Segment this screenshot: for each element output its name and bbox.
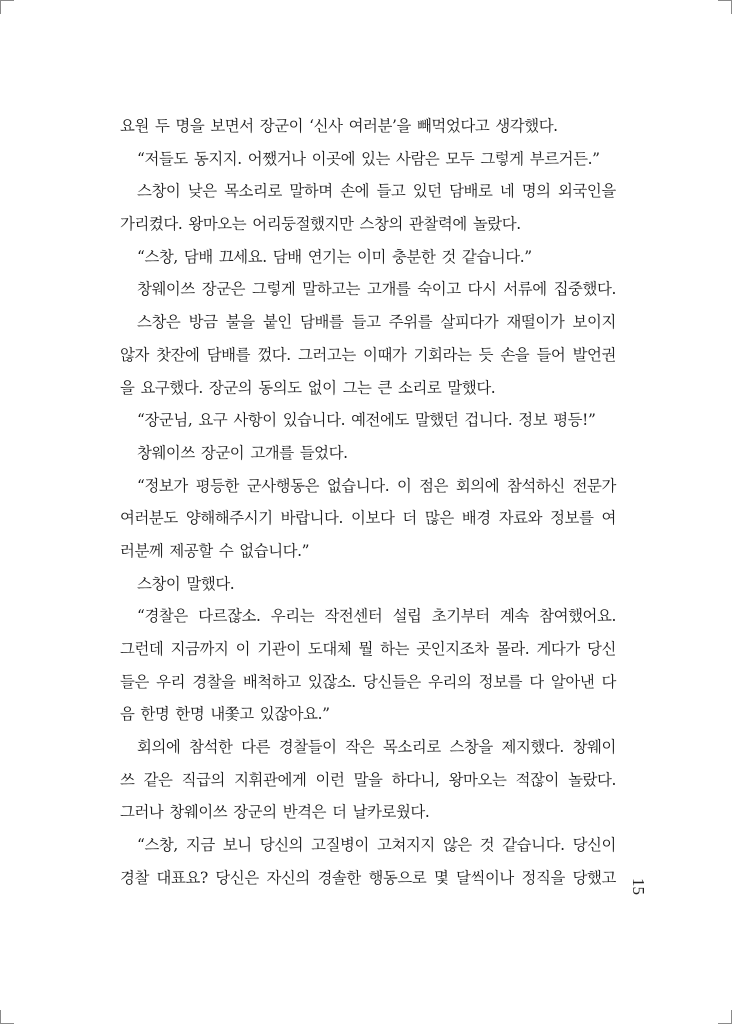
- word: 담배: [272, 247, 302, 266]
- word: 끄세요.: [218, 247, 267, 266]
- word: 쓰: [120, 770, 135, 789]
- word: 수: [218, 541, 234, 560]
- word: 들은: [120, 672, 149, 691]
- word: 장군은: [201, 280, 246, 299]
- word: 부르거든.”: [529, 149, 600, 168]
- word: 껐다.: [257, 345, 291, 364]
- word: 반격은: [282, 803, 327, 822]
- word: 내쫓고: [210, 705, 254, 724]
- word: 것: [479, 836, 495, 855]
- word: 소리로: [398, 378, 442, 397]
- word: “저들도: [137, 149, 188, 168]
- word: 정보: [518, 411, 548, 430]
- word: 빼먹었다고: [416, 117, 490, 135]
- text-line: [120, 306, 616, 339]
- word: “장군님,: [137, 411, 193, 430]
- word: 외국인을: [558, 182, 616, 201]
- word: 계속: [499, 607, 529, 626]
- word: 어리둥절했지만: [252, 215, 354, 234]
- word: 이: [396, 476, 412, 495]
- word: 요원: [120, 117, 149, 135]
- text-line: [120, 110, 616, 143]
- word: 말을: [353, 770, 383, 789]
- word: 불을: [225, 313, 255, 332]
- text-line: [120, 241, 616, 274]
- word: 명을: [175, 117, 205, 135]
- word: 알아낸: [550, 672, 595, 691]
- word: 몇: [433, 868, 449, 887]
- word: 숙이고: [417, 280, 461, 299]
- word: 창웨이쓰: [169, 803, 228, 822]
- word: 동지지.: [193, 149, 242, 168]
- word: 그러고는: [297, 345, 356, 364]
- word: 집중했다.: [553, 280, 616, 299]
- word: 네: [499, 182, 515, 201]
- word: 장군의: [233, 803, 277, 822]
- word: 정보를: [550, 509, 594, 528]
- word: 두: [154, 117, 170, 135]
- word: 담배를: [206, 345, 251, 364]
- word: 우리: [156, 672, 186, 691]
- word: 담배: [183, 247, 213, 266]
- word: 생각했다.: [495, 117, 558, 135]
- word: “스창,: [137, 836, 178, 855]
- word: 자료와: [498, 509, 543, 528]
- word: 이미: [357, 247, 387, 266]
- word: 발언권: [572, 345, 616, 364]
- word: 제공할: [169, 541, 213, 560]
- word: 더: [402, 509, 417, 528]
- word: 있습니다.: [282, 411, 346, 430]
- word: 고질병이: [311, 836, 369, 855]
- text-line: [120, 633, 616, 666]
- text-line: [120, 502, 616, 535]
- word: 하다니,: [391, 770, 440, 789]
- text-line: [120, 372, 616, 405]
- word: 지휘관에게: [234, 770, 307, 789]
- crop-mark-top-left-v: [0, 0, 1, 14]
- word: 양해해주시기: [185, 509, 273, 528]
- word: 없습니다.”: [239, 541, 310, 560]
- word: 놀랐다.: [568, 770, 616, 789]
- word: 목소리로: [382, 738, 441, 757]
- word: 경찰: [120, 868, 149, 887]
- word: 한명: [175, 705, 205, 724]
- word: 큰: [377, 378, 392, 397]
- text-line: [120, 731, 616, 764]
- word: 기관이: [257, 640, 301, 658]
- word: 당했고: [572, 868, 616, 887]
- word: 을: [120, 378, 135, 397]
- word: 있던: [412, 182, 442, 201]
- word: 살피다가: [440, 313, 499, 332]
- word: 전문가: [572, 476, 616, 495]
- crop-mark-top-right-h: [718, 0, 732, 1]
- word: 겁니다.: [464, 411, 513, 430]
- text-line: [120, 600, 616, 633]
- word: 있잖소.: [307, 672, 356, 691]
- word: 우리는: [270, 607, 315, 626]
- word: 담배로: [449, 182, 493, 201]
- text-line: [120, 437, 616, 470]
- word: 더: [332, 803, 347, 822]
- text-line: [120, 404, 616, 437]
- text-line: [120, 175, 616, 208]
- word: 스창을: [449, 738, 493, 757]
- word: 기회라는: [413, 345, 472, 364]
- word: 초기부터: [431, 607, 490, 626]
- word: 회의에: [137, 738, 181, 757]
- word: 이: [235, 640, 251, 658]
- word: 하는: [380, 640, 410, 658]
- word: 제지했다.: [501, 738, 564, 757]
- word: 놀랐다.: [472, 215, 521, 234]
- word: 여러분도: [120, 509, 178, 528]
- word: 스창의: [359, 215, 403, 234]
- word: 가리켰다.: [120, 215, 183, 234]
- word: 그러나: [120, 803, 164, 822]
- word: 사람은: [396, 149, 440, 168]
- word: 우리의: [428, 672, 472, 691]
- word: 목소리로: [224, 182, 282, 201]
- word: 배경: [461, 509, 491, 528]
- word: 보니: [222, 836, 252, 855]
- word: 참석한: [189, 738, 233, 757]
- word: 고개를: [250, 443, 294, 462]
- text-line: [120, 535, 616, 568]
- word: 이곳에: [311, 149, 356, 168]
- word: 그는: [342, 378, 372, 397]
- word: 요구했다.: [140, 378, 203, 397]
- word: 장군이: [200, 443, 245, 462]
- word: 지금: [185, 836, 215, 855]
- crop-mark-bottom-left-v: [0, 1010, 1, 1024]
- word: 고쳐지지: [376, 836, 435, 855]
- word: 스창이: [137, 574, 181, 593]
- word: 같습니다.”: [461, 247, 532, 266]
- page-body-text: [120, 110, 616, 895]
- word: 같은: [143, 770, 173, 789]
- word: 같습니다.: [502, 836, 565, 855]
- word: 달씩이나: [456, 868, 514, 887]
- word: 참여했어요.: [539, 607, 616, 626]
- word: 자신의: [266, 868, 310, 887]
- word: 경찰들이: [278, 738, 337, 757]
- word: 연기는: [307, 247, 352, 266]
- word: 작은: [345, 738, 375, 757]
- text-line: [120, 862, 616, 895]
- text-line: [120, 829, 616, 862]
- word: 정보를: [478, 672, 523, 691]
- word: 러분께: [120, 541, 164, 560]
- text-line: [120, 698, 616, 731]
- word: 적잖이: [515, 770, 559, 789]
- word: 많은: [424, 509, 454, 528]
- word: 다: [529, 672, 544, 691]
- word: 어쨌거나: [247, 149, 306, 168]
- word: 충분한: [392, 247, 436, 266]
- word: 말하고는: [302, 280, 361, 299]
- word: 지금까지: [170, 640, 229, 658]
- word: 그렇게: [480, 149, 524, 168]
- word: 없이: [307, 378, 337, 397]
- word: 재떨이가: [506, 313, 565, 332]
- word: 사항이: [233, 411, 277, 430]
- word: 말했다.: [447, 378, 496, 397]
- word: 창웨이쓰: [137, 443, 195, 462]
- word: 붙인: [262, 313, 292, 332]
- word: 명의: [521, 182, 551, 201]
- text-line: [120, 143, 616, 176]
- word: 이때가: [363, 345, 407, 364]
- word: 고개를: [367, 280, 411, 299]
- word: “스창,: [137, 247, 178, 266]
- crop-mark-top-left-h: [0, 0, 14, 1]
- text-line: [120, 273, 616, 306]
- word: 관찰력에: [408, 215, 467, 234]
- word: 것: [441, 247, 456, 266]
- word: 손에: [340, 182, 370, 201]
- word: 있는: [361, 149, 390, 168]
- word: 있잖아요.”: [259, 705, 330, 724]
- word: “정보가: [137, 476, 188, 495]
- text-line: [120, 470, 616, 503]
- word: 없습니다.: [326, 476, 390, 495]
- word: 바랍니다.: [280, 509, 344, 528]
- word: 않자: [120, 345, 149, 364]
- text-line: [120, 666, 616, 699]
- word: 행동으로: [368, 868, 427, 887]
- word: 방금: [188, 313, 218, 332]
- word: 낮은: [187, 182, 217, 201]
- word: 군사행동은: [246, 476, 320, 495]
- word: 음: [120, 705, 135, 724]
- word: 당신이: [572, 836, 616, 855]
- word: 배척하고: [242, 672, 301, 691]
- text-line: [120, 796, 616, 829]
- word: 창웨이쓰: [137, 280, 195, 299]
- text-line: [120, 568, 616, 601]
- word: 한명: [140, 705, 170, 724]
- word: 대표요?: [156, 868, 208, 887]
- word: 당신은: [215, 868, 259, 887]
- word: 들고: [351, 313, 381, 332]
- word: 회의에: [455, 476, 500, 495]
- word: 왕마오는: [448, 770, 507, 789]
- word: 말하며: [289, 182, 333, 201]
- word: 도대체: [307, 640, 352, 658]
- word: 경솔한: [317, 868, 361, 887]
- word: 곳인지조차: [416, 640, 489, 658]
- word: 그렇게: [252, 280, 296, 299]
- word: 보이지: [572, 313, 616, 332]
- word: 창웨이: [572, 738, 616, 757]
- word: 다른: [241, 738, 271, 757]
- word: 이런: [315, 770, 345, 789]
- word: 게다가: [536, 640, 580, 658]
- word: 담배를: [300, 313, 344, 332]
- word: 들어: [536, 345, 566, 364]
- word: 보면서: [210, 117, 254, 135]
- word: 손을: [500, 345, 530, 364]
- word: 이보다: [351, 509, 395, 528]
- word: 동의도: [258, 378, 302, 397]
- word: 스창이: [137, 182, 181, 201]
- word: 예전에도: [351, 411, 409, 430]
- word: 직급의: [181, 770, 225, 789]
- word: ‘신사: [309, 117, 343, 135]
- word: 뭘: [358, 640, 373, 658]
- word: “경찰은: [137, 607, 188, 626]
- word: 작전센터: [324, 607, 383, 626]
- word: 들었다.: [299, 443, 348, 462]
- word: 듯: [478, 345, 494, 364]
- word: 주위를: [388, 313, 433, 332]
- word: 당신: [587, 640, 616, 658]
- text-line: [120, 764, 616, 797]
- word: 여러분’을: [348, 117, 411, 135]
- word: 경찰을: [192, 672, 236, 691]
- word: 말했던: [414, 411, 459, 430]
- word: 서류에: [503, 280, 547, 299]
- word: 점은: [419, 476, 449, 495]
- word: 날카로웠다.: [352, 803, 430, 822]
- word: 여: [601, 509, 616, 528]
- word: 정직을: [521, 868, 565, 887]
- text-line: [120, 208, 616, 241]
- word: 말했다.: [186, 574, 235, 593]
- word: 그런데: [120, 640, 164, 658]
- word: 평등!”: [553, 411, 596, 430]
- word: 다시: [467, 280, 497, 299]
- word: 참석하신: [506, 476, 565, 495]
- word: 찻잔에: [156, 345, 200, 364]
- word: 몰라.: [495, 640, 530, 658]
- word: 스창은: [137, 313, 181, 332]
- word: 장군의: [208, 378, 253, 397]
- word: 당신의: [259, 836, 304, 855]
- word: 다르잖소.: [198, 607, 261, 626]
- word: 왕마오는: [188, 215, 247, 234]
- word: 들고: [376, 182, 406, 201]
- word: 요구: [198, 411, 228, 430]
- page-number: 15: [629, 878, 648, 895]
- word: 당신들은: [363, 672, 421, 691]
- word: 설립: [392, 607, 422, 626]
- word: 장군이: [259, 117, 304, 135]
- word: 않은: [442, 836, 472, 855]
- word: 모두: [445, 149, 475, 168]
- word: 평등한: [195, 476, 240, 495]
- text-line: [120, 339, 616, 372]
- word: 다: [601, 672, 616, 691]
